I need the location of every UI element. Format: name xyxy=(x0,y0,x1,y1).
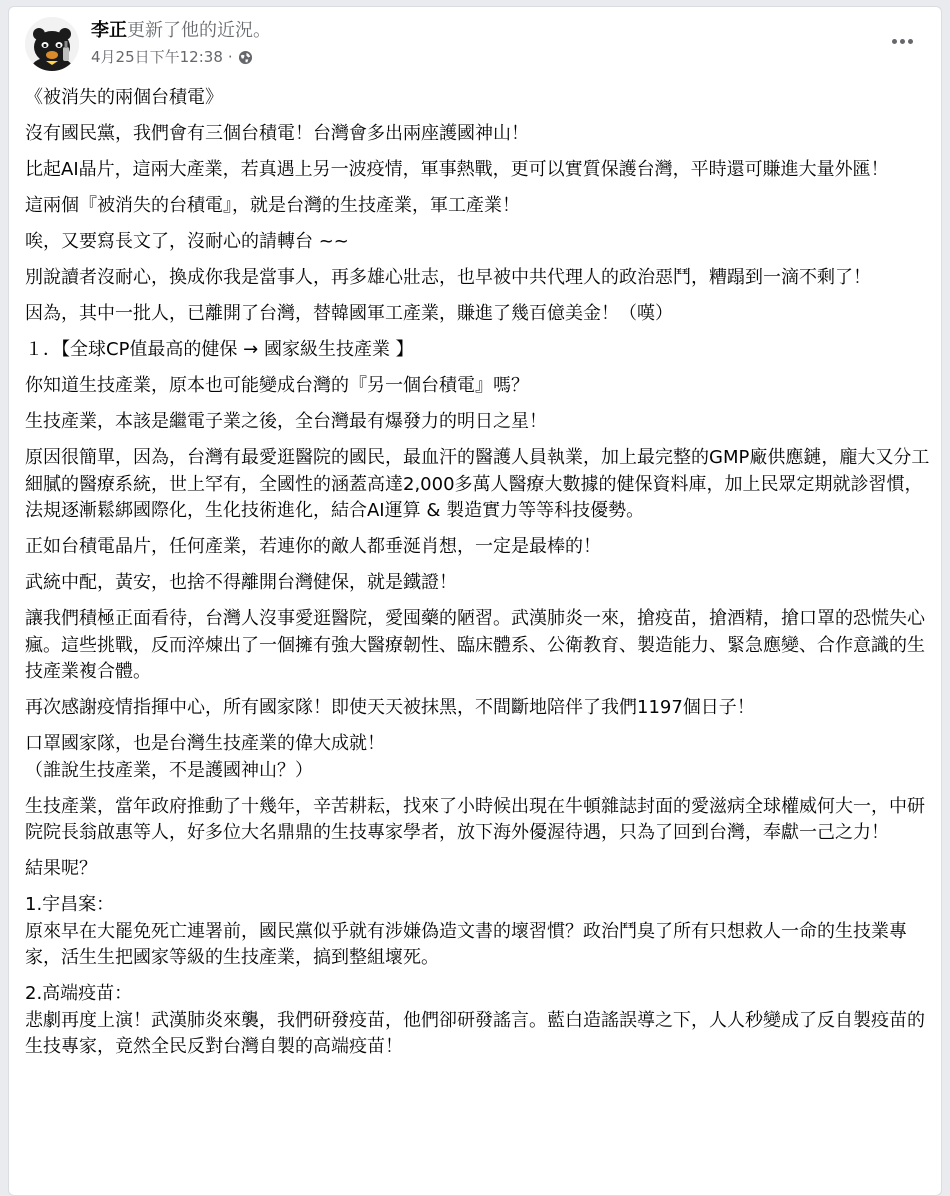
post-meta xyxy=(91,47,253,67)
post-paragraph: 2.高端疫苗： 悲劇再度上演！武漢肺炎來襲，我們研發疫苗，他們卻研發謠言。藍白造謠誤導之下，人人秒變成了反自製疫苗的生技專家，竟然全民反對台灣自製的高端疫苗！ xyxy=(25,983,925,1057)
post-paragraph: 因為，其中一批人，已離開了台灣，替韓國軍工產業，賺進了幾百億美金！（嘆） xyxy=(25,303,673,324)
post-paragraph: 口罩國家隊，也是台灣生技產業的偉大成就！ （誰說生技產業，不是護國神山？） xyxy=(25,733,385,781)
author-action: 更新了他的近況。 xyxy=(127,20,271,41)
post-paragraph: 結果呢？ xyxy=(25,858,97,879)
post-card xyxy=(8,6,942,1196)
post-paragraph: 《被消失的兩個台積電》 xyxy=(25,87,223,108)
post-body xyxy=(25,85,931,1070)
more-options-icon[interactable] xyxy=(885,31,919,51)
post-paragraph: 生技產業，本該是繼電子業之後，全台灣最有爆發力的明日之星！ xyxy=(25,411,547,432)
post-paragraph: 正如台積電晶片，任何產業，若連你的敵人都垂涎肖想，一定是最棒的！ xyxy=(25,536,601,557)
post-paragraph: 武統中配，黃安，也捨不得離開台灣健保，就是鐵證！ xyxy=(25,572,457,593)
avatar-bear-icon xyxy=(25,17,79,71)
post-paragraph: 唉，又要寫長文了，沒耐心的請轉台 ~~ xyxy=(25,231,349,252)
post-header xyxy=(9,7,941,87)
author-name[interactable]: 李正 xyxy=(91,20,127,41)
post-paragraph: 讓我們積極正面看待，台灣人沒事愛逛醫院，愛囤藥的陋習。武漢肺炎一來，搶疫苗，搶酒精，搶口罩的恐慌失心瘋。這些挑戰，反而淬煉出了一個擁有強大醫療韌性、臨床體系、公衛教育、製造能力、緊急應變、合作意識的生技產業複合體。 xyxy=(25,608,925,682)
post-paragraph: 再次感謝疫情指揮中心，所有國家隊！即使天天被抹黑，不間斷地陪伴了我們1197個日子！ xyxy=(25,697,755,718)
post-paragraph: 你知道生技產業，原本也可能變成台灣的『另一個台積電』嗎？ xyxy=(25,375,529,396)
meta-separator: · xyxy=(227,48,233,66)
author-line xyxy=(91,19,271,43)
post-paragraph: 生技產業，當年政府推動了十幾年，辛苦耕耘，找來了小時候出現在牛頓雜誌封面的愛滋病全球權威何大一，中研院院長翁啟惠等人，好多位大名鼎鼎的生技專家學者，放下海外優渥待遇，只為了回到台灣，奉獻一己之力！ xyxy=(25,795,925,843)
post-paragraph: 1.宇昌案： 原來早在大罷免死亡連署前，國民黨似乎就有涉嫌偽造文書的壞習慣？政治鬥臭了所有只想救人一命的生技業專家，活生生把國家等級的生技產業，搞到整組壞死。 xyxy=(25,894,907,968)
post-paragraph: 沒有國民黨，我們會有三個台積電！台灣會多出兩座護國神山！ xyxy=(25,123,529,144)
globe-icon[interactable] xyxy=(238,50,253,65)
post-paragraph: 這兩個『被消失的台積電』，就是台灣的生技產業，軍工產業！ xyxy=(25,195,520,216)
timestamp[interactable]: 4月25日下午12:38 xyxy=(91,48,223,66)
section-heading: １．【全球CP值最高的健保 → 國家級生技產業 】 xyxy=(25,339,414,360)
avatar[interactable] xyxy=(25,17,79,71)
post-paragraph: 原因很簡單，因為，台灣有最愛逛醫院的國民，最血汗的醫護人員執業，加上最完整的GMP廠供應鏈，龐大又分工細膩的醫療系統，世上罕有，全國性的涵蓋高達2,000多萬人醫療大數據的健保資料庫，加上民眾定期就診習慣，法規逐漸鬆綁國際化，生化技術進化，結合AI運算 & 製造實力等等科技優勢。 xyxy=(25,447,930,521)
post-paragraph: 比起AI晶片，這兩大產業，若真遇上另一波疫情，軍事熱戰，更可以實質保護台灣，平時還可賺進大量外匯！ xyxy=(25,159,889,180)
post-paragraph: 別說讀者沒耐心，換成你我是當事人，再多雄心壯志，也早被中共代理人的政治惡鬥，糟蹋到一滴不剩了！ xyxy=(25,267,871,288)
